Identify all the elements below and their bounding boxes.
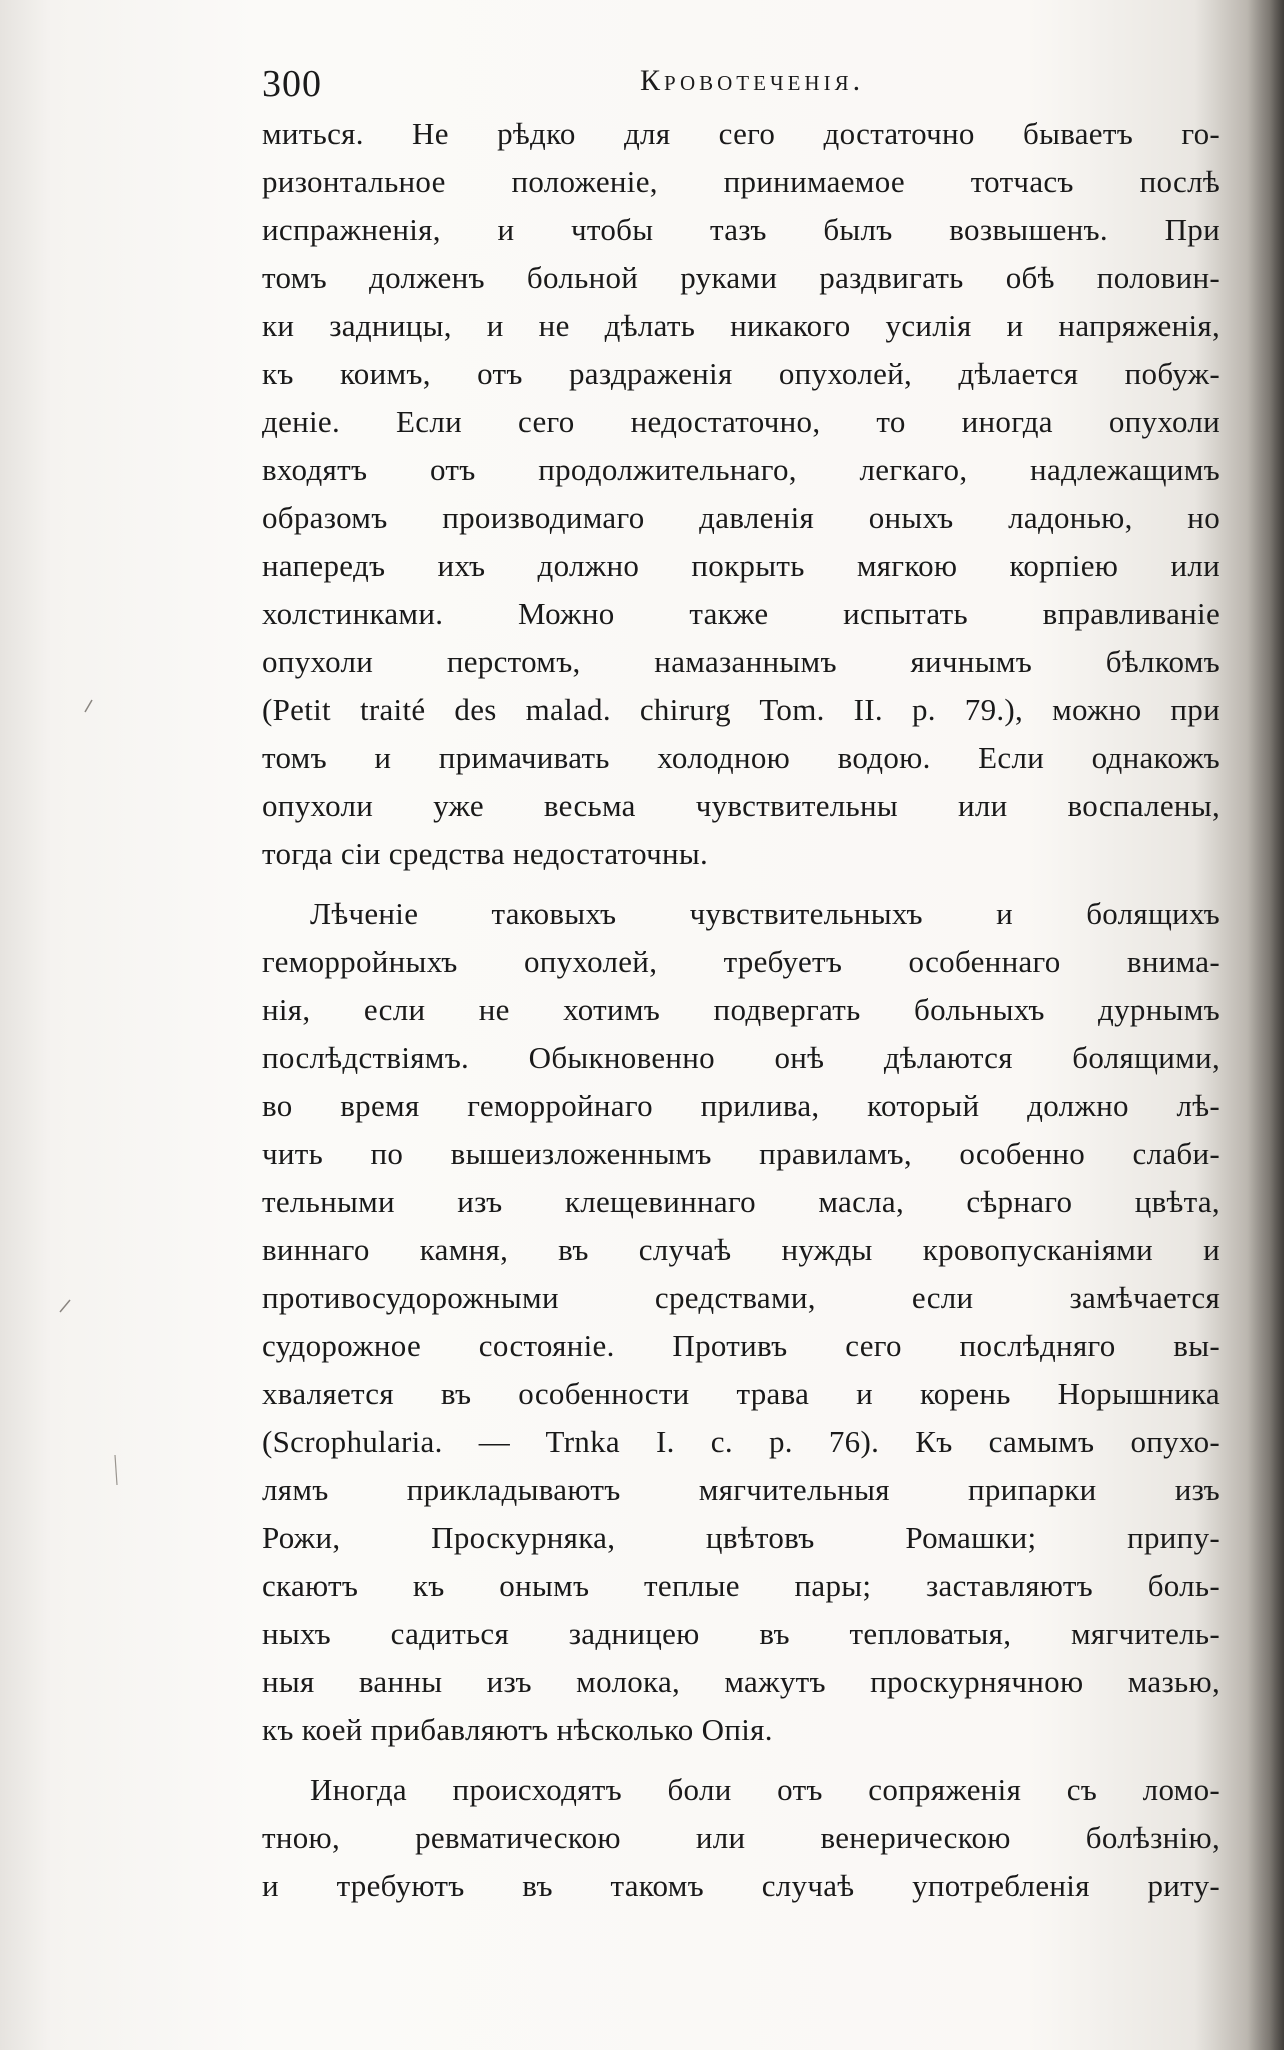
text-line: противосудорожными средствами, если замѣчается: [262, 1280, 1220, 1315]
text-line: ки задницы, и не дѣлать никакого усилiя и напряженiя,: [262, 308, 1220, 343]
text-line: образомъ производимаго давленiя оныхъ ладонью, но: [262, 500, 1220, 535]
text-line: испражненiя, и чтобы тазъ былъ возвышенъ. При: [262, 212, 1220, 247]
text-line: Иногда происходятъ боли отъ сопряженiя съ ломо-: [310, 1772, 1220, 1807]
text-line-with-citation: (Scrophularia. — Trnka I. c. p. 76). Къ самымъ опухо-: [262, 1424, 1220, 1459]
text-line: хваляется въ особенности трава и корень Норышника: [262, 1376, 1220, 1411]
paragraph-3: [262, 1766, 1220, 1910]
body-text: [262, 110, 1220, 1910]
page-number: 300: [262, 63, 322, 105]
text-line: ныхъ садиться задницею въ тепловатыя, мягчитель-: [262, 1616, 1220, 1651]
text-line: входятъ отъ продолжительнаго, легкаго, надлежащимъ: [262, 452, 1220, 487]
text-line: ризонтальное положенiе, принимаемое тотчасъ послѣ: [262, 164, 1220, 199]
paragraph-2: [262, 890, 1220, 1754]
text-line: опухоли перстомъ, намазаннымъ яичнымъ бѣлкомъ: [262, 644, 1220, 679]
text-line: ныя ванны изъ молока, мажутъ проскурнячною мазью,: [262, 1664, 1220, 1699]
page-header: [262, 62, 932, 108]
text-line: Лѣченiе таковыхъ чувствительныхъ и болящихъ: [310, 896, 1220, 931]
text-line: тною, ревматическою или венерическою болѣзнiю,: [262, 1820, 1220, 1855]
text-line: во время геморройнаго прилива, который должно лѣ-: [262, 1088, 1220, 1123]
text-line: холстинками. Можно также испытать вправливанiе: [262, 596, 1220, 631]
text-line: Рожи, Проскурняка, цвѣтовъ Ромашки; припу-: [262, 1520, 1220, 1555]
text-line: тогда сiи средства недостаточны.: [262, 836, 709, 871]
text-line: миться. Не рѣдко для сего достаточно бываетъ го-: [262, 116, 1220, 151]
text-line-with-citation: (Petit traité des malad. chirurg Tom. II. p. 79.), можно при: [262, 692, 1220, 727]
text-line: томъ долженъ больной руками раздвигать обѣ половин-: [262, 260, 1220, 295]
text-line: опухоли уже весьма чувствительны или воспалены,: [262, 788, 1220, 823]
text-line: нiя, если не хотимъ подвергать больныхъ дурнымъ: [262, 992, 1220, 1027]
text-line: къ коей прибавляютъ нѣсколько Опiя.: [262, 1712, 773, 1747]
text-line: лямъ прикладываютъ мягчительныя припарки изъ: [262, 1472, 1220, 1507]
text-line: томъ и примачивать холодною водою. Если однакожъ: [262, 740, 1220, 775]
text-line: виннаго камня, въ случаѣ нужды кровопусканiями и: [262, 1232, 1220, 1267]
text-line: къ коимъ, отъ раздраженiя опухолей, дѣлается побуж-: [262, 356, 1220, 391]
paragraph-1: [262, 110, 1220, 878]
text-line: и требуютъ въ такомъ случаѣ употребленiя риту-: [262, 1868, 1220, 1903]
running-head: Кровотеченiя.: [640, 64, 865, 97]
text-line: скаютъ къ онымъ теплые пары; заставляютъ боль-: [262, 1568, 1220, 1603]
page-edge-shadow: [1248, 0, 1284, 2050]
text-line: судорожное состоянiе. Противъ сего послѣдняго вы-: [262, 1328, 1220, 1363]
text-line: тельными изъ клещевиннаго масла, сѣрнаго цвѣта,: [262, 1184, 1220, 1219]
text-line: денiе. Если сего недостаточно, то иногда опухоли: [262, 404, 1220, 439]
text-line: послѣдствiямъ. Обыкновенно онѣ дѣлаются болящими,: [262, 1040, 1220, 1075]
text-line: геморройныхъ опухолей, требуетъ особеннаго внима-: [262, 944, 1220, 979]
text-line: напередъ ихъ должно покрыть мягкою корпiею или: [262, 548, 1220, 583]
text-line: чить по вышеизложеннымъ правиламъ, особенно слаби-: [262, 1136, 1220, 1171]
